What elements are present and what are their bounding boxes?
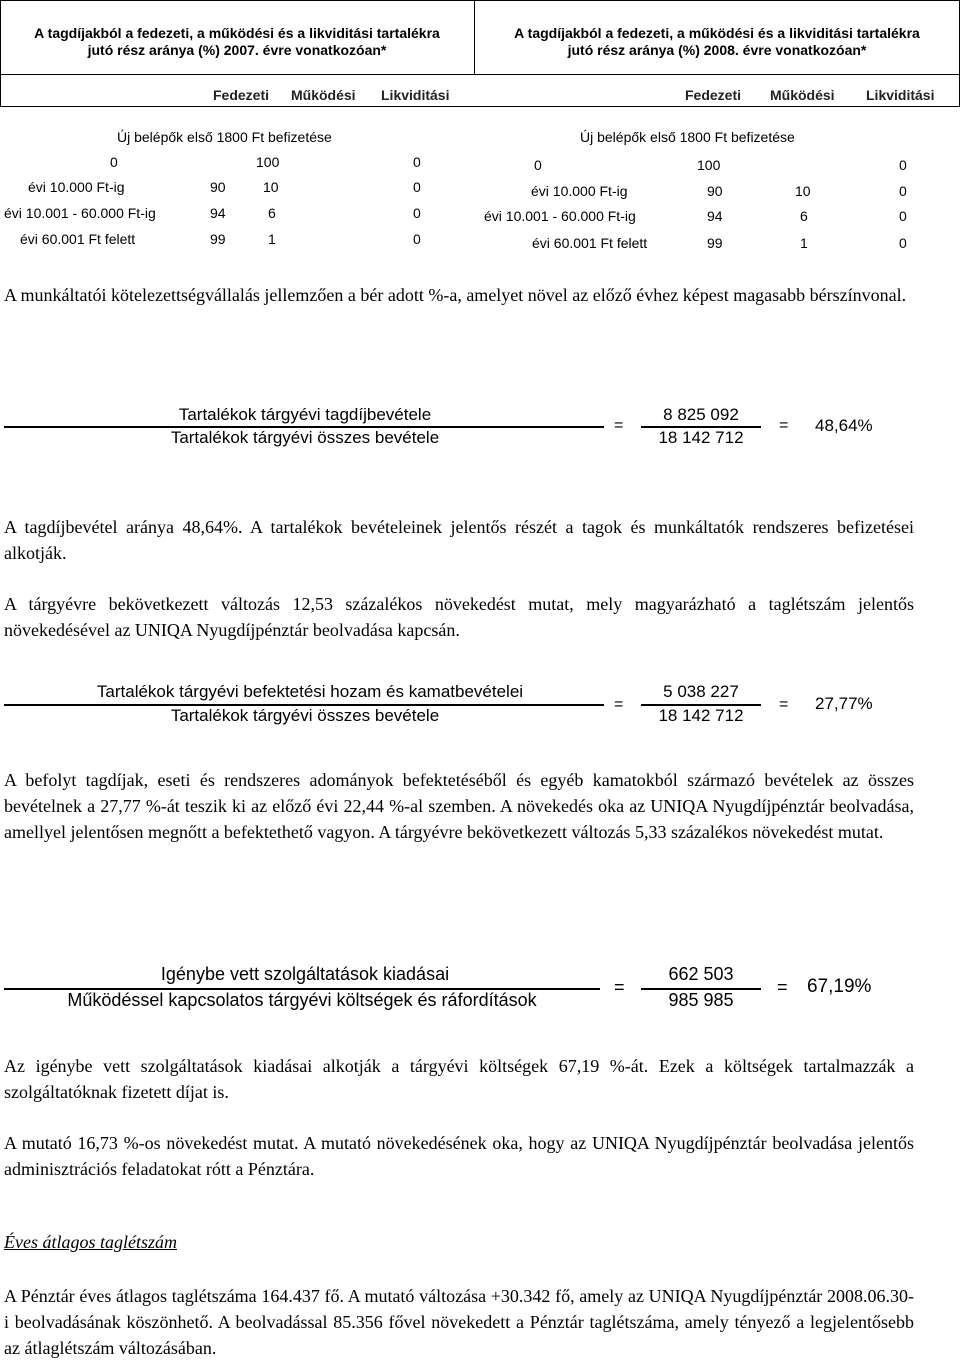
right-subheader: Új belépők első 1800 Ft befizetése	[580, 129, 795, 145]
paragraph-investment-income: A befolyt tagdíjak, eseti és rendszeres adományok befektetéséből és egyéb kamatokból származó bevételek az összes bevételnek a 27,77 %-át teszik ki az előző évi 22,44 %-al szemben. A növekedés oka az UNIQA Nyugdíjpénztár beolvadása, amellyel jelentősen megnőtt a befektethető vagyon. A tárgyévre bekövetkezett változás 5,33 százalékos növekedést mutat.	[4, 770, 914, 842]
paragraph-services-expense: Az igénybe vett szolgáltatások kiadásai alkotják a tárgyévi költségek 67,19 %-át. Ezek a költségek tartalmazzák a szolgáltatóknak fizetett díjat is.	[4, 1056, 914, 1102]
right-row3-val2: 0	[899, 235, 907, 251]
formula2-equals: =	[614, 696, 624, 713]
left-subheader: Új belépők első 1800 Ft befizetése	[117, 129, 332, 145]
left-row3-val0: 99	[210, 231, 226, 247]
right-title-line: A tagdíjakból a fedezeti, a működési és a likviditási tartalékra	[514, 25, 920, 41]
right-row3-val0: 99	[707, 235, 723, 251]
left-row2-val0: 94	[210, 205, 226, 221]
formula1-equals: =	[614, 417, 624, 434]
table-rule	[0, 106, 960, 107]
right-title-line: jutó rész aránya (%) 2008. évre vonatkozóan*	[567, 42, 867, 58]
left-row0-val0: 0	[110, 154, 118, 170]
right-row2-val2: 0	[899, 208, 907, 224]
formula3-denominator-value: 985 985	[668, 990, 734, 1010]
right-row2-label: évi 10.001 - 60.000 Ft-ig	[484, 208, 636, 224]
col-header-mukodesi: Működési	[770, 87, 835, 103]
left-row1-val2: 0	[413, 179, 421, 195]
formula3-numerator-value: 662 503	[668, 964, 734, 984]
paragraph-contribution-ratio: A tagdíjbevétel aránya 48,64%. A tartalékok bevételeinek jelentős részét a tagok és munkáltatók rendszeres befizetései alkotják.	[4, 517, 914, 563]
col-header-fedezeti: Fedezeti	[213, 87, 270, 103]
left-title-line: A tagdíjakból a fedezeti, a működési és a likviditási tartalékra	[34, 25, 440, 41]
right-row2-val0: 94	[707, 208, 723, 224]
formula1-numerator-value: 8 825 092	[663, 405, 739, 424]
left-row1-val1: 10	[263, 179, 279, 195]
left-table-title	[4, 25, 470, 59]
formula2-denominator-value: 18 142 712	[658, 706, 744, 725]
formula2-numerator-value: 5 038 227	[663, 682, 739, 701]
right-row1-val1: 10	[795, 183, 811, 199]
col-header-fedezeti: Fedezeti	[685, 87, 742, 103]
right-row3-val1: 1	[800, 235, 808, 251]
formula1-denominator-label: Tartalékok tárgyévi összes bevétele	[170, 428, 440, 447]
left-row2-val1: 6	[268, 205, 276, 221]
left-row3-val1: 1	[268, 231, 276, 247]
table-rule	[0, 74, 960, 75]
formula1-result: 48,64%	[815, 416, 873, 435]
right-row1-val0: 90	[707, 183, 723, 199]
table-border-left	[0, 0, 1, 106]
right-row3-label: évi 60.001 Ft felett	[532, 235, 648, 251]
left-row0-val2: 0	[413, 154, 421, 170]
left-row0-val1: 100	[256, 154, 280, 170]
col-header-likviditasi: Likviditási	[866, 87, 935, 103]
right-row1-label: évi 10.000 Ft-ig	[531, 183, 628, 199]
section-heading: Éves átlagos taglétszám	[4, 1232, 177, 1252]
right-row0-val1: 100	[697, 157, 721, 173]
formula3-result: 67,19%	[807, 976, 872, 997]
formula3-numerator-label: Igénybe vett szolgáltatások kiadásai	[160, 964, 450, 984]
table-divider	[474, 0, 475, 74]
col-header-mukodesi: Működési	[291, 87, 356, 103]
left-row1-label: évi 10.000 Ft-ig	[28, 179, 125, 195]
left-row2-label: évi 10.001 - 60.000 Ft-ig	[4, 205, 156, 221]
formula1-equals-result: =	[779, 417, 789, 434]
formula1-numerator-label: Tartalékok tárgyévi tagdíjbevétele	[178, 405, 432, 424]
right-row0-val0: 0	[534, 157, 542, 173]
left-row3-label: évi 60.001 Ft felett	[20, 231, 136, 247]
left-title-line: jutó rész aránya (%) 2007. évre vonatkozóan*	[87, 42, 387, 58]
formula3-denominator-label: Működéssel kapcsolatos tárgyévi költségek és ráfordítások	[67, 990, 537, 1010]
formula2-result: 27,77%	[815, 694, 873, 713]
paragraph-change-explanation: A tárgyévre bekövetkezett változás 12,53 százalékos növekedést mutat, mely magyarázható a taglétszám jelentős növekedésével az UNIQA Nyugdíjpénztár beolvadása kapcsán.	[4, 594, 914, 640]
right-row2-val1: 6	[800, 208, 808, 224]
formula3-equals: =	[614, 977, 625, 997]
formula2-equals-result: =	[779, 696, 789, 713]
paragraph-membership: A Pénztár éves átlagos taglétszáma 164.437 fő. A mutató változása +30.342 fő, amely az UNIQA Nyugdíjpénztár 2008.06.30-i beolvadásának köszönhető. A beolvadással 85.356 fővel növekedett a Pénztár taglétszáma, amely tényező a legjelentősebb az átlaglétszám változásában.	[4, 1286, 914, 1358]
formula1-denominator-value: 18 142 712	[658, 428, 744, 447]
paragraph-indicator-growth: A mutató 16,73 %-os növekedést mutat. A mutató növekedésének oka, hogy az UNIQA Nyugdíjpénztár beolvadása jelentős adminisztrációs feladatokat rótt a Pénztára.	[4, 1133, 914, 1179]
paragraph-employer-commitment: A munkáltatói kötelezettségvállalás jellemzően a bér adott %-a, amelyet növel az előző évhez képest magasabb bérszínvonal.	[4, 285, 907, 305]
formula3-equals-result: =	[777, 977, 788, 997]
left-row1-val0: 90	[210, 179, 226, 195]
right-row0-val2: 0	[899, 157, 907, 173]
formula2-denominator-label: Tartalékok tárgyévi összes bevétele	[170, 706, 440, 725]
left-row3-val2: 0	[413, 231, 421, 247]
right-table-title	[478, 25, 956, 59]
table-border-top	[0, 0, 960, 1]
formula2-numerator-label: Tartalékok tárgyévi befektetési hozam és kamatbevételei	[96, 682, 524, 701]
col-header-likviditasi: Likviditási	[381, 87, 450, 103]
left-row2-val2: 0	[413, 205, 421, 221]
right-row1-val2: 0	[899, 183, 907, 199]
